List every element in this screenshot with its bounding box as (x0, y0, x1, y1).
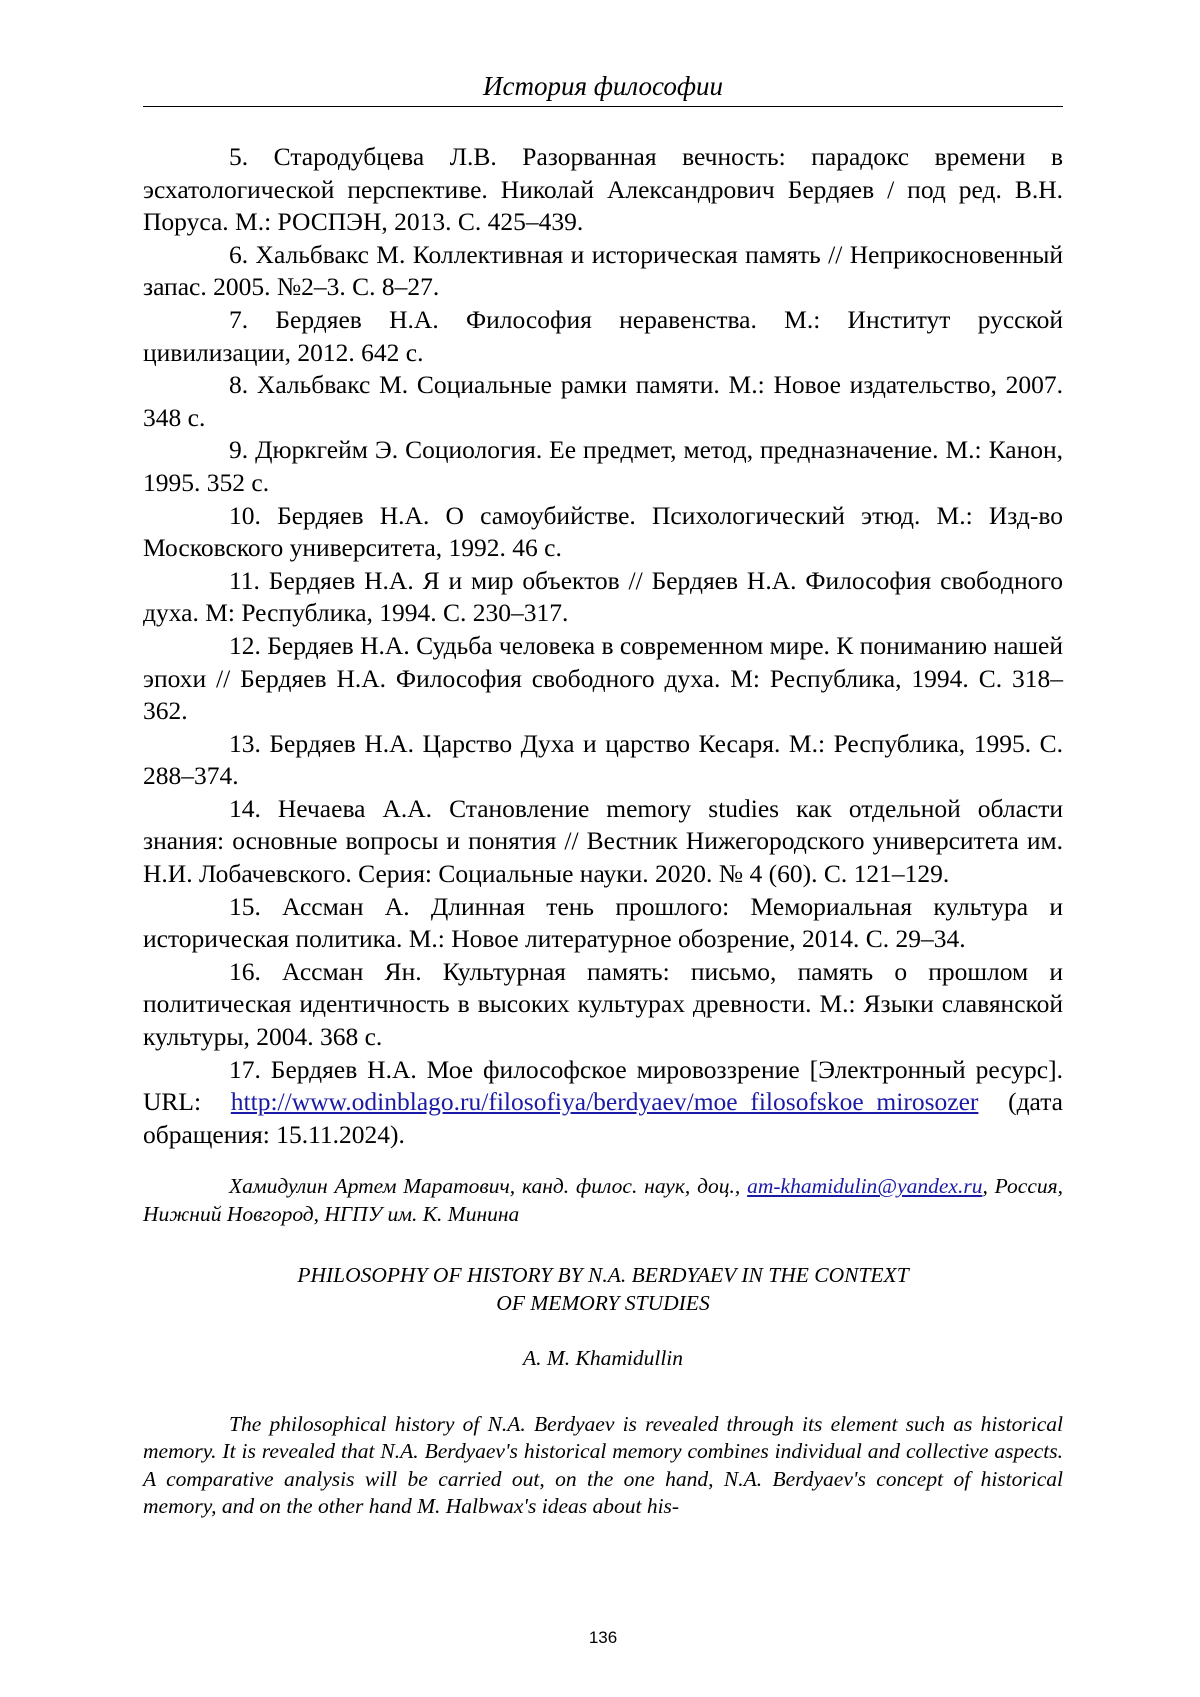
reference-item: 10. Бердяев Н.А. О самоубийстве. Психологический этюд. М.: Изд-во Московского университета, 1992. 46 с. (143, 500, 1063, 563)
reference-item: 12. Бердяев Н.А. Судьба человека в современном мире. К пониманию нашей эпохи // Бердяев Н.А. Философия свободного духа. М: Республика, 1994. С. 318–362. (143, 630, 1063, 726)
running-header: История философии (143, 68, 1063, 107)
reference-item: 13. Бердяев Н.А. Царство Духа и царство Кесаря. М.: Республика, 1995. С. 288–374. (143, 728, 1063, 791)
reference-17-access-date: (дата обращения: 15.11.2024). (143, 1087, 1063, 1149)
english-title-line: OF MEMORY STUDIES (496, 1290, 710, 1315)
reference-item: 15. Ассман А. Длинная тень прошлого: Мемориальная культура и историческая политика. М.: Новое литературное обозрение, 2014. С. 29–34. (143, 891, 1063, 954)
reference-item: 14. Нечаева А.А. Становление memory studies как отдельной области знания: основные вопросы и понятия // Вестник Нижегородского университета им. Н.И. Лобачевского. Серия: Социальные науки. 2020. № 4 (60). С. 121–129. (143, 793, 1063, 889)
english-title (143, 1262, 1063, 1317)
page-number: 136 (588, 1628, 618, 1647)
reference-item: 16. Ассман Ян. Культурная память: письмо, память о прошлом и политическая идентичность в высоких культурах древности. М.: Языки славянской культуры, 2004. 368 с. (143, 956, 1063, 1052)
author-affiliation: , Россия, Нижний Новгород, НГПУ им. К. Минина (143, 1174, 1063, 1226)
reference-list (143, 141, 1063, 1151)
english-author: A. M. Khamidullin (522, 1346, 684, 1371)
reference-item: 5. Стародубцева Л.В. Разорванная вечность: парадокс времени в эсхатологической перспективе. Николай Александрович Бердяев / под ред. В.Н. Поруса. М.: РОСПЭН, 2013. С. 425–439. (143, 142, 1063, 237)
reference-item: 7. Бердяев Н.А. Философия неравенства. М.: Институт русской цивилизации, 2012. 642 с. (143, 304, 1063, 367)
author-info (143, 1173, 1063, 1228)
reference-item: 11. Бердяев Н.А. Я и мир объектов // Бердяев Н.А. Философия свободного духа. М: Республика, 1994. С. 230–317. (143, 565, 1063, 628)
english-abstract: The philosophical history of N.A. Berdyaev is revealed through its element such as historical memory. It is revealed that N.A. Berdyaev's historical memory combines individual and collective aspects. A comparative analysis will be carried out, on the one hand, N.A. Berdyaev's concept of historical memory, and on the other hand M. Halbwax's ideas about his- (143, 1411, 1063, 1519)
reference-item: 9. Дюркгейм Э. Социология. Ее предмет, метод, предназначение. М.: Канон, 1995. 352 с. (143, 435, 1063, 497)
reference-17-text: 17. Бердяев Н.А. Мое философское мировоззрение [Электронный ресурс]. URL: (143, 1054, 1063, 1117)
reference-item: 8. Хальбвакс М. Социальные рамки памяти. М.: Новое издательство, 2007. 348 с. (143, 370, 1063, 432)
reference-item: 6. Хальбвакс М. Коллективная и историческая память // Неприкосновенный запас. 2005. №2–3. С. 8–27. (143, 239, 1063, 302)
english-title-line: PHILOSOPHY OF HISTORY BY N.A. BERDYAEV IN THE CONTEXT (297, 1263, 909, 1288)
page (143, 68, 1063, 1668)
reference-url-link[interactable]: http://www.odinblago.ru/filosofiya/berdyaev/moe_filosofskoe_mirosozer (230, 1087, 979, 1117)
author-email-link[interactable]: am-khamidulin@yandex.ru (747, 1174, 983, 1199)
author-name-degree: Хамидулин Артем Маратович, канд. филос. наук, доц., (229, 1174, 748, 1199)
reference-item-17 (143, 1054, 1063, 1152)
